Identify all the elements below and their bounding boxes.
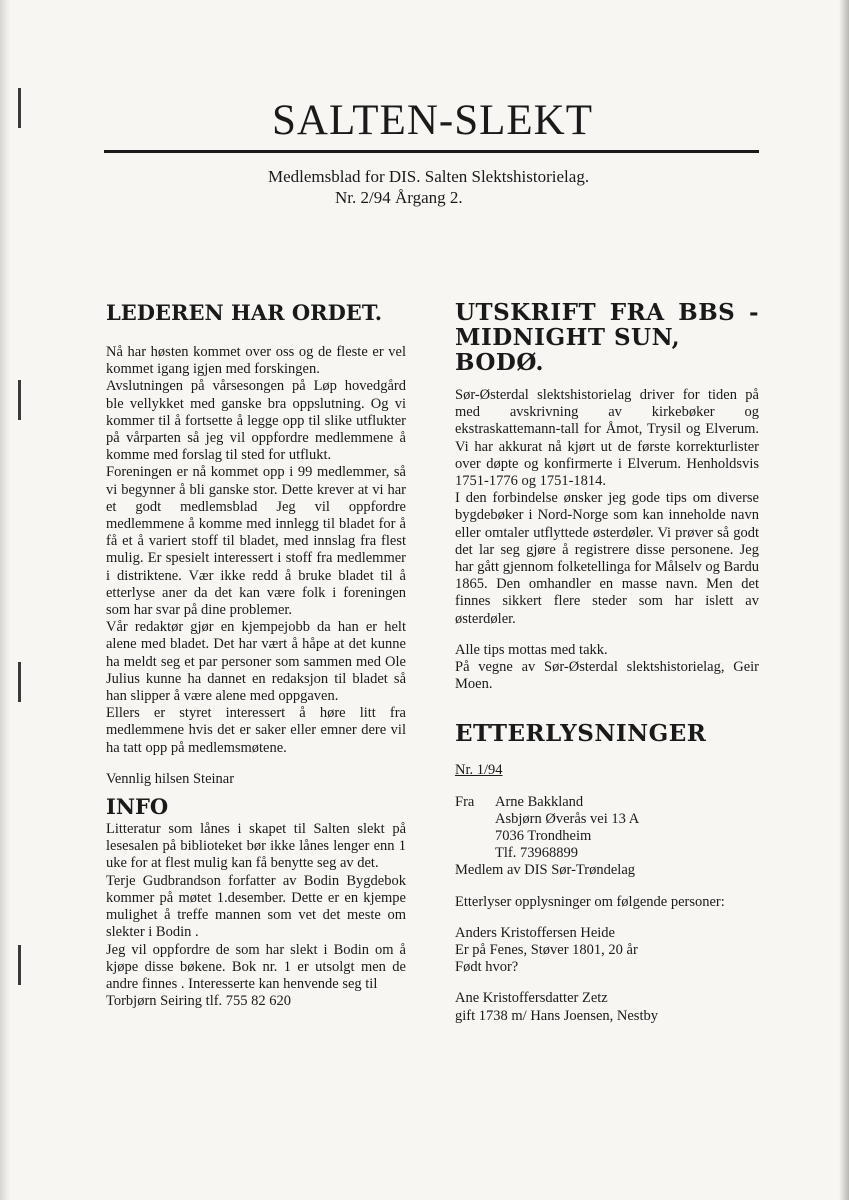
member-line: Medlem av DIS Sør-Trøndelag [455,862,636,879]
info-paragraph: Litteratur som lånes i skapet til Salten slekt på lesesalen på biblioteket bør ikke lånes lenger enn 1 uke for at flest mulig kan få benytte seg av det. [106,821,406,872]
leder-paragraph: Avslutningen på vårsesongen på Løp hovedgård ble vellykket med ganske bra oppslutning. Og vi kommer til å fortsette å legge opp til slike utflukter på vårparten så jeg vil oppfordre medlemmene å komme med forslag til sted for utflukt. [106,378,406,464]
leder-heading: LEDEREN HAR ORDET. [106,300,383,325]
leder-signoff: Vennlig hilsen Steinar [106,770,235,787]
masthead-title: SALTEN-SLEKT [272,97,593,144]
info-paragraph: Jeg vil oppfordre de som har slekt i Bodin om å kjøpe disse bøkene. Bok nr. 1 er utsolgt men de andre finnes . Interesserte kan henvende seg til [106,941,406,992]
info-contact: Torbjørn Seiring tlf. 755 82 620 [106,993,292,1010]
bbs-heading-line-2: MIDNIGHT SUN, BODØ. [455,324,681,376]
info-paragraph: Terje Gudbrandson forfatter av Bodin Bygdebok kommer på møtet 1.desember. Dette er en kjempe mulighet å treffe mannen som vet det meste om slekter i Bodin . [106,872,406,941]
binder-mark [18,380,21,420]
right-column [455,300,759,1025]
bbs-paragraph: Sør-Østerdal slektshistorielag driver for tiden på med avskrivning av kirkebøker og ekstraskattemann-tall for Åmot, Trysil og Elverum. Vi har akkurat nå kjørt ut de første korrekturlister over døpte og konfirmerte i Elverum. Henholdsvis 1751-1776 og 1751-1814. [455,387,759,490]
person-line: Er på Fenes, Støver 1801, 20 år [455,942,638,959]
leder-paragraph: Foreningen er nå kommet opp i 99 medlemmer, så vi begynner å bli ganske stor. Dette krever at vi har et godt medlemsblad Jeg vil oppfordre medlemmene å komme med innlegg til bladet for å få et å variert stoff til bladet, med innslag fra flest mulig. Er spesielt interessert i stoff fra medlemmer i distriktene. Vær ikke redd å bruke bladet til å etterlyse aner da det kan være folk i foreningen som har svar på dine problemer. [106,464,406,619]
etterlysning-number: Nr. 1/94 [455,762,503,779]
binder-mark [18,662,21,702]
address-line: Tlf. 73968899 [495,845,578,862]
page-right-edge [839,0,849,1200]
bbs-heading-line-1: UTSKRIFT FRA BBS - [455,299,759,326]
left-column [106,300,406,1010]
address-line: Arne Bakkland [495,793,584,810]
bbs-closing: Alle tips mottas med takk. [455,641,608,658]
leder-paragraph: Vår redaktør gjør en kjempejobb da han er helt alene med bladet. Det har vært å håpe at det kunne ha meldt seg et par personer som sammen med Ole Julius kunne ha dannet en redaksjon til bladet så han slipper å være alene med oppgaven. [106,619,406,705]
etterlysninger-heading: ETTERLYSNINGER [455,720,707,748]
sender-address [455,794,759,863]
from-label: Fra [455,793,475,810]
info-heading: INFO [106,794,169,820]
leder-paragraph: Nå har høsten kommet over oss og de fleste er vel kommet igang igjen med forskingen. [106,344,406,378]
address-line: Asbjørn Øverås vei 13 A [495,810,640,827]
address-line: 7036 Trondheim [495,828,592,845]
person-line: Ane Kristoffersdatter Zetz [455,990,608,1007]
bbs-paragraph: I den forbindelse ønsker jeg gode tips om diverse bygdebøker i Nord-Norge som kan inneholde navn eller omtaler utflyttede østerdøler. Vi prøver så godt det lar seg gjøre å registrere disse personene. Jeg har gått gjennom folketellinga for Målselv og Bardu 1865. Den omhandler en masse navn. Men det finnes sikkert flere steder som har islett av østerdøler. [455,490,759,627]
bbs-signature: På vegne av Sør-Østerdal slektshistorielag, Geir Moen. [455,659,759,693]
binder-mark [18,945,21,985]
subtitle-line-1: Medlemsblad for DIS. Salten Slektshistorielag. [268,167,590,186]
etterlysning-intro: Etterlyser opplysninger om følgende personer: [455,893,725,910]
person-line: gift 1738 m/ Hans Joensen, Nestby [455,1007,658,1024]
page-left-edge [0,0,10,1200]
binder-mark [18,88,21,128]
subtitle-line-2: Nr. 2/94 Årgang 2. [335,188,463,207]
masthead-subtitle [268,166,598,208]
leder-paragraph: Ellers er styret interessert å høre litt fra medlemmene hvis det er saker eller emner dere vil ha tatt opp på medlemsmøtene. [106,705,406,756]
person-line: Anders Kristoffersen Heide [455,924,615,941]
masthead-rule [104,150,759,153]
person-line: Født hvor? [455,959,519,976]
